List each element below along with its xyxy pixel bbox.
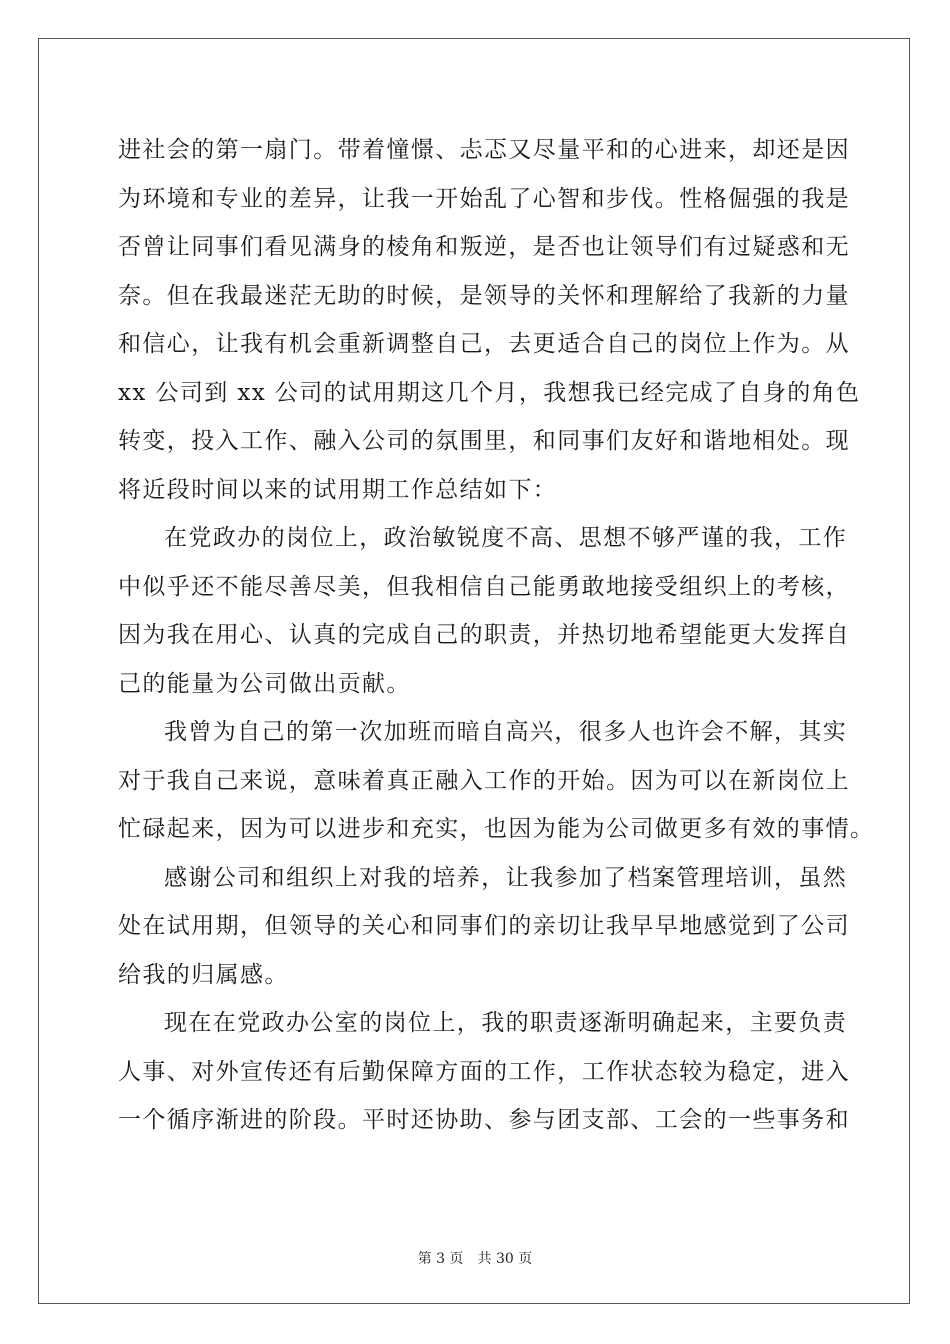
text-line: 在党政办的岗位上，政治敏锐度不高、思想不够严谨的我，工作 [164, 525, 848, 551]
text-line: 进社会的第一扇门。带着憧憬、忐忑又尽量平和的心进来，却还是因 [118, 137, 850, 163]
text-line: 奈。但在我最迷茫无助的时候，是领导的关怀和理解给了我新的力量 [118, 282, 850, 309]
text-line: 给我的归属感。 [118, 961, 289, 988]
text-line: 现在在党政办公室的岗位上，我的职责逐渐明确起来，主要负责 [164, 1010, 848, 1036]
text-line: 我曾为自己的第一次加班而暗自高兴，很多人也许会不解，其实 [164, 719, 848, 745]
text-line: 忙碌起来，因为可以进步和充实，也因为能为公司做更多有效的事情。 [118, 816, 875, 842]
text-line: 否曾让同事们看见满身的棱角和叛逆，是否也让领导们有过疑惑和无 [118, 234, 850, 260]
text-line: 感谢公司和组织上对我的培养，让我参加了档案管理培训，虽然 [164, 864, 848, 891]
text-line: 处在试用期，但领导的关心和同事们的亲切让我早早地感觉到了公司 [118, 913, 850, 939]
page-number: 第 3 页 [417, 1251, 464, 1267]
text-line: 一个循序渐进的阶段。平时还协助、参与团支部、工会的一些事务和 [118, 1107, 850, 1133]
text-line: 对于我自己来说，意味着真正融入工作的开始。因为可以在新岗位上 [118, 767, 850, 794]
text-line: 己的能量为公司做出贡献。 [118, 670, 411, 697]
text-line: 和信心，让我有机会重新调整自己，去更适合自己的岗位上作为。从 [118, 331, 850, 357]
text-line: xx 公司到 xx 公司的试用期这几个月，我想我已经完成了自身的角色 [118, 379, 861, 406]
text-line: 转变，投入工作、融入公司的氛围里，和同事们友好和谐地相处。现 [118, 428, 850, 454]
text-line: 因为我在用心、认真的完成自己的职责，并热切地希望能更大发挥自 [118, 622, 850, 648]
text-line: 将近段时间以来的试用期工作总结如下： [118, 476, 558, 503]
page-footer [0, 1248, 950, 1268]
page-total: 共 30 页 [477, 1251, 533, 1267]
text-line: 中似乎还不能尽善尽美，但我相信自己能勇敢地接受组织上的考核， [118, 573, 850, 600]
text-line: 人事、对外宣传还有后勤保障方面的工作，工作状态较为稳定，进入 [118, 1058, 850, 1085]
document-body [118, 126, 875, 1145]
text-line: 为环境和专业的差异，让我一开始乱了心智和步伐。性格倔强的我是 [118, 185, 850, 212]
